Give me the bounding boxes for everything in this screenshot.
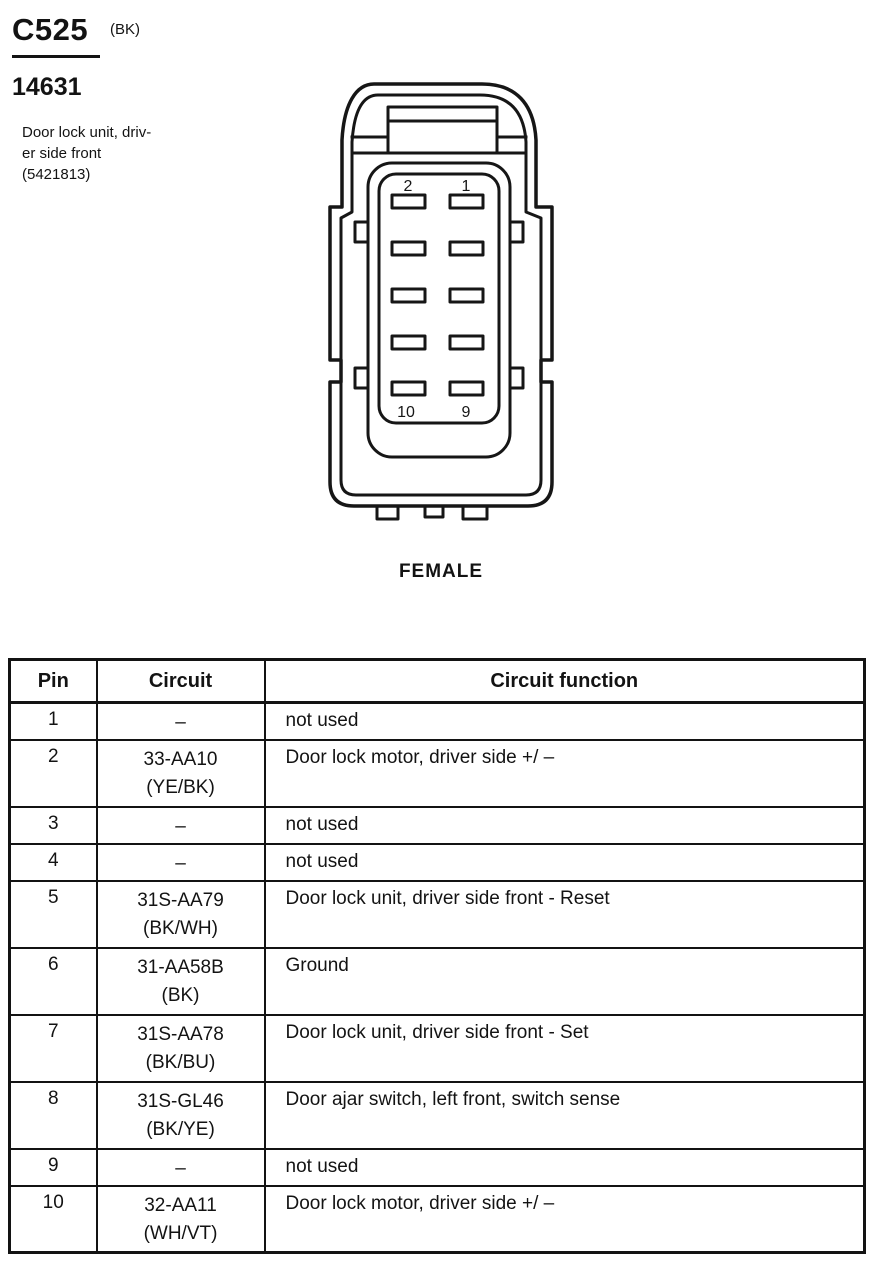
function-cell: Door lock motor, driver side +/ – — [265, 1186, 865, 1253]
header-circuit: Circuit — [97, 660, 265, 703]
cavity-outline — [368, 163, 510, 457]
table-row — [10, 948, 865, 1015]
pin-cell: 3 — [10, 807, 97, 844]
pin-cell: 4 — [10, 844, 97, 881]
description-line: er side front — [22, 145, 102, 162]
side-tab — [355, 368, 368, 388]
circuit-code: – — [175, 815, 186, 837]
side-tab — [510, 222, 523, 242]
table-row — [10, 740, 865, 807]
function-cell: Door lock unit, driver side front - Set — [265, 1015, 865, 1082]
pin-slot — [450, 336, 483, 349]
circuit-code: 32-AA11 — [144, 1194, 217, 1216]
circuit-cell — [97, 844, 265, 881]
pinout-table — [8, 658, 866, 1254]
table-row — [10, 807, 865, 844]
pin-cell: 10 — [10, 1186, 97, 1253]
function-cell: not used — [265, 703, 865, 740]
circuit-cell — [97, 703, 265, 740]
circuit-code: – — [175, 712, 186, 733]
circuit-code: 31S-GL46 — [137, 1090, 224, 1112]
connector-description — [22, 122, 151, 185]
description-line: Door lock unit, driv- — [22, 124, 152, 141]
side-tab — [355, 222, 368, 242]
table-row — [10, 881, 865, 948]
circuit-cell — [97, 1082, 265, 1149]
table-row — [10, 1015, 865, 1082]
pin-cell: 8 — [10, 1082, 97, 1149]
pin-slot — [392, 195, 425, 208]
circuit-cell — [97, 1149, 265, 1186]
function-cell: not used — [265, 1149, 865, 1186]
circuit-cell — [97, 807, 265, 844]
pin-number-label: 10 — [397, 404, 415, 421]
circuit-cell — [97, 881, 265, 948]
circuit-wire-color: (BK/WH) — [143, 917, 218, 939]
circuit-code: 31S-AA78 — [137, 1023, 224, 1045]
connector-gender-label: FEMALE — [398, 561, 484, 582]
circuit-code: 31-AA58B — [137, 956, 224, 978]
pin-plate — [379, 174, 499, 423]
table-header-row — [10, 660, 865, 703]
function-cell: Ground — [265, 948, 865, 1015]
side-tab — [510, 368, 523, 388]
circuit-cell — [97, 1015, 265, 1082]
circuit-code: 31S-AA79 — [137, 889, 224, 911]
pin-number-label: 9 — [461, 404, 471, 421]
table-row — [10, 703, 865, 740]
circuit-wire-color: (WH/VT) — [143, 1222, 218, 1244]
function-cell: not used — [265, 807, 865, 844]
description-line: (5421813) — [22, 166, 91, 183]
table-row — [10, 844, 865, 881]
mounting-foot — [377, 506, 398, 519]
circuit-wire-color: (BK) — [161, 984, 200, 1006]
circuit-cell — [97, 740, 265, 807]
table-row — [10, 1149, 865, 1186]
pin-cell: 9 — [10, 1149, 97, 1186]
table-row — [10, 1082, 865, 1149]
mounting-foot — [463, 506, 487, 519]
pin-slot — [392, 336, 425, 349]
pin-slot — [450, 289, 483, 302]
pin-slot — [450, 195, 483, 208]
pin-cell: 1 — [10, 703, 97, 740]
connector-diagram — [300, 60, 620, 530]
pin-cell: 7 — [10, 1015, 97, 1082]
pin-slot — [450, 242, 483, 255]
part-number: 14631 — [12, 73, 82, 101]
circuit-wire-color: (BK/YE) — [146, 1118, 215, 1140]
pin-slot — [450, 382, 483, 395]
pin-number-label: 1 — [461, 178, 471, 195]
function-cell: Door ajar switch, left front, switch sense — [265, 1082, 865, 1149]
pin-cell: 2 — [10, 740, 97, 807]
function-cell: Door lock motor, driver side +/ – — [265, 740, 865, 807]
function-cell: Door lock unit, driver side front - Reset — [265, 881, 865, 948]
connector-id: C525 — [12, 12, 100, 58]
circuit-code: – — [175, 1157, 186, 1179]
pin-slot — [392, 382, 425, 395]
circuit-wire-color: (BK/BU) — [145, 1051, 216, 1073]
circuit-code: 33-AA10 — [143, 748, 218, 770]
header-circuit-function: Circuit function — [265, 660, 865, 703]
circuit-cell — [97, 1186, 265, 1253]
header-pin: Pin — [10, 660, 97, 703]
circuit-code: – — [175, 852, 186, 874]
connector-outer-shell — [330, 84, 552, 506]
pin-slot — [392, 289, 425, 302]
circuit-cell — [97, 948, 265, 1015]
circuit-wire-color: (YE/BK) — [146, 776, 215, 798]
table-row — [10, 1186, 865, 1253]
pin-cell: 5 — [10, 881, 97, 948]
pin-number-label: 2 — [403, 178, 413, 195]
pin-slot — [392, 242, 425, 255]
connector-color-code: (BK) — [110, 21, 140, 38]
pin-cell: 6 — [10, 948, 97, 1015]
function-cell: not used — [265, 844, 865, 881]
latch-tab — [388, 107, 497, 153]
